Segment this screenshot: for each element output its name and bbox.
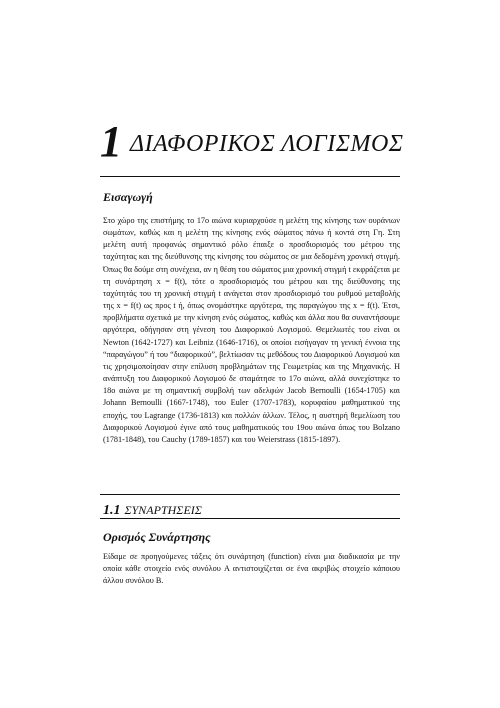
intro-heading: Εισαγωγή [103, 190, 153, 204]
chapter-title: ΔΙΑΦΟΡΙΚΟΣ ΛΟΓΙΣΜΟΣ [130, 131, 404, 157]
chapter-number: 1 [100, 117, 122, 166]
section-number: 1.1 [103, 503, 121, 518]
definition-paragraph: Είδαμε σε προηγούμενες τάξεις ότι συνάρτηση (function) είναι μια διαδικασία με την οποία κάθε στοιχείο ενός συνόλου A αντιστοιχίζεται σε ένα ακριβώς στοιχείο κάποιου άλλου συνόλου B. [103, 552, 400, 586]
chapter-rule [100, 176, 400, 177]
section-title: ΣΥΝΑΡΤΗΣΕΙΣ [124, 503, 202, 517]
section-rule-bottom [100, 518, 400, 519]
intro-paragraph: Στο χώρο της επιστήμης το 17ο αιώνα κυριαρχούσε η μελέτη της κίνησης των ουράνιων σωμάτων, καθώς και η μελέτη της κίνησης ενός σώματος πάνω ή κοντά στη Γη. Στη μελέτη αυτή προφανώς σημαντικό ρόλο έπαιξε ο προσδιορισμός του μέτρου της ταχύτητας και της διεύθυνσης της κίνησης του σώματος σε μια δεδομένη χρονική στιγμή. Όπως θα δούμε στη συνέχεια, αν η θέση του σώματος μια χρονική στιγμή t εκφράζεται με τη συνάρτηση x = f(t), τότε ο προσδιορισμός του μέτρου και της διεύθυνσης της ταχύτητάς του τη χρονική στιγμή t ανάγεται στον προσδιορισμό του ρυθμού μεταβολής της x = f(t) ως προς t ή, όπως ονομάστηκε αργότερα, της παραγώγου της x = f(t). Έτσι, προβλήματα σχετικά με την κίνηση ενός σώματος, καθώς και άλλα που θα συναντήσουμε αργότερα, οδήγησαν στη γένεση του Διαφορικού Λογισμού. Θεμελιωτές του είναι οι Newton (1642-1727) και Leibniz (1646-1716), οι οποίοι εισήγαγαν τη γενική έννοια της “παραγώγου” ή του “διαφορικού”, βελτίωσαν τις μεθόδους του Διαφορικού Λογισμού και τις χρησιμοποίησαν στην επίλυση προβλημάτων της Γεωμετρίας και της Μηχανικής. Η ανάπτυξη του Διαφορικού Λογισμού δε σταμάτησε το 17ο αιώνα, αλλά συνεχίστηκε το 18ο αιώνα με τη σημαντική συμβολή των αδελφών Jacob Bernoulli (1654-1705) και Johann Bernoulli (1667-1748), του Euler (1707-1783), κορυφαίου μαθηματικού της εποχής, του Lagrange (1736-1813) και πολλών άλλων. Τέλος, η αυστηρή θεμελίωση του Διαφορικού Λογισμού έγινε από τους μαθηματικούς του 19ου αιώνα όπως του Bolzano (1781-1848), του Cauchy (1789-1857) και του Weierstrass (1815-1897). [103, 216, 400, 444]
section-heading [103, 501, 202, 519]
definition-heading: Ορισμός Συνάρτησης [103, 530, 211, 544]
chapter-heading [100, 118, 420, 166]
section-rule-top [100, 494, 400, 495]
